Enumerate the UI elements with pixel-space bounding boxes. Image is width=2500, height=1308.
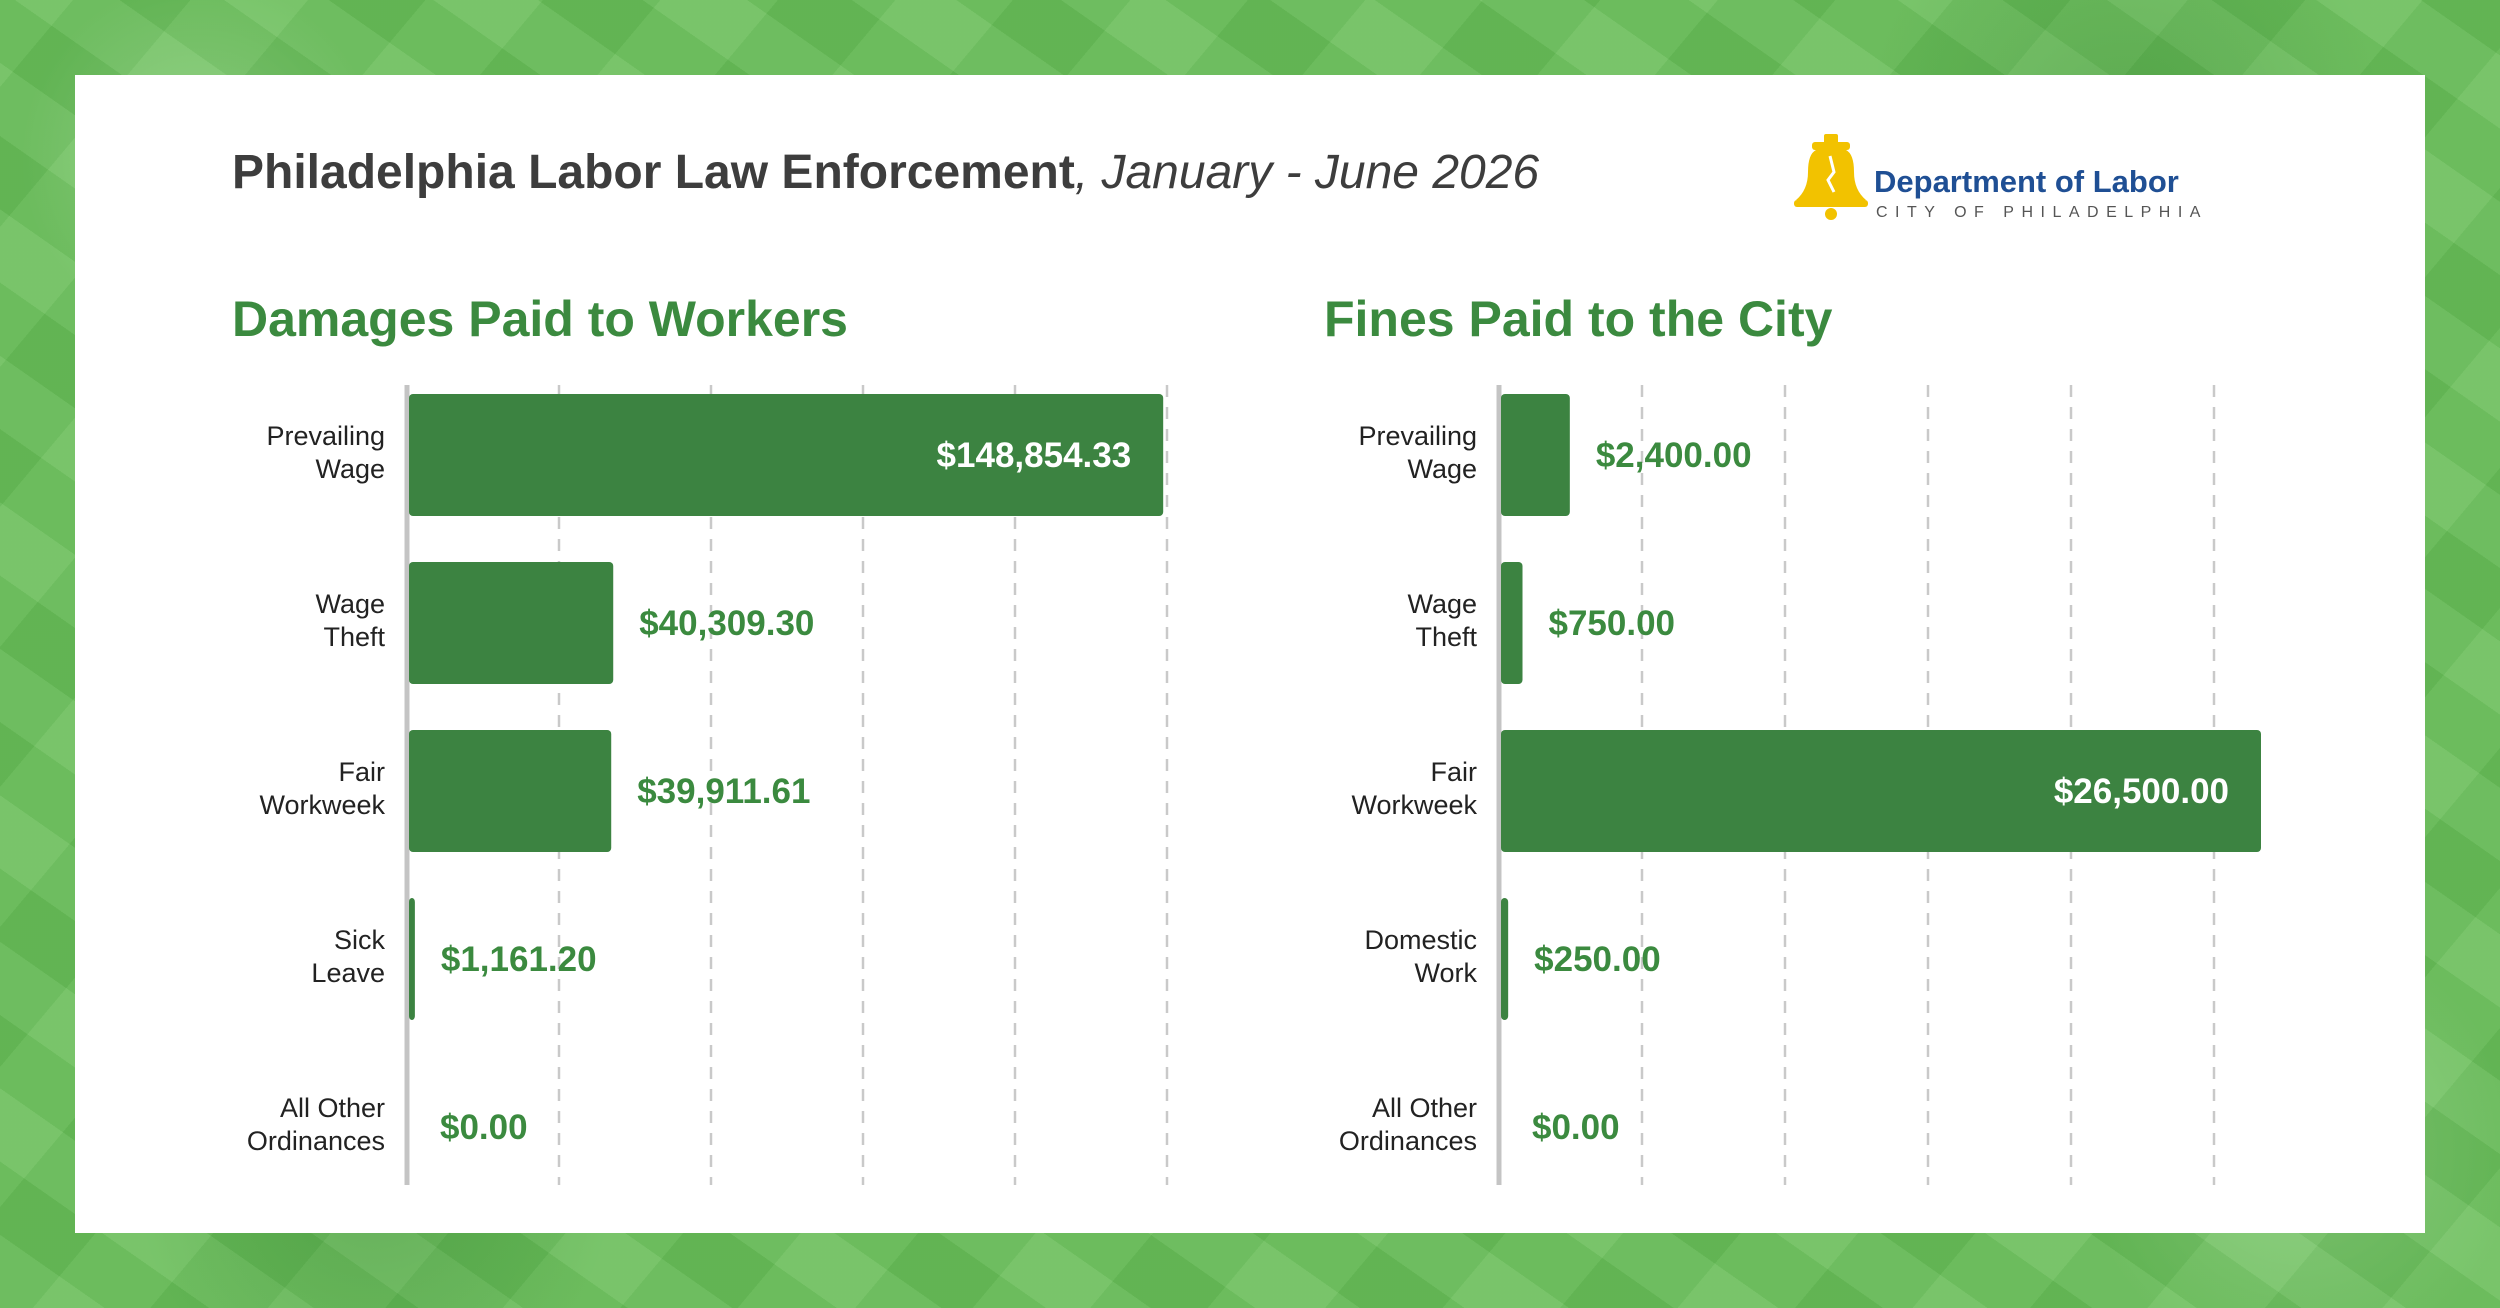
fines-category-label: Domestic Work [1364,925,1477,988]
fines-row [1358,394,1751,516]
damages-category-label: Wage Theft [315,589,385,652]
damages-value-label: $0.00 [440,1108,528,1147]
damages-row [259,730,810,852]
page-title-main: Philadelphia Labor Law Enforcement [232,146,1075,199]
damages-bar [409,898,415,1020]
damages-value-label: $148,854.33 [936,436,1132,475]
damages-value-label: $40,309.30 [639,604,815,643]
damages-panel [232,280,1292,1200]
damages-chart-title: Damages Paid to Workers [232,291,848,347]
damages-bar [409,562,613,684]
fines-panel [1324,280,2384,1200]
damages-value-label: $39,911.61 [637,772,811,811]
fines-category-label: Wage Theft [1407,589,1477,652]
fines-value-label: $0.00 [1532,1108,1620,1147]
fines-category-label: Prevailing Wage [1358,421,1477,484]
damages-value-label: $1,161.20 [440,940,597,979]
fines-chart-title: Fines Paid to the City [1324,291,1833,347]
department-city: CITY OF PHILADELPHIA [1876,204,2208,221]
liberty-bell-icon [1790,132,1870,222]
fines-value-label: $2,400.00 [1595,436,1752,475]
fines-row [1364,898,1660,1020]
damages-chart [232,280,1292,1200]
fines-value-label: $26,500.00 [2053,772,2229,811]
damages-category-label: Sick Leave [311,925,385,988]
damages-row [266,394,1163,516]
damages-category-label: Prevailing Wage [266,421,385,484]
fines-bar [1501,394,1570,516]
department-logo [1790,130,2250,230]
fines-bar [1501,898,1508,1020]
damages-row [311,898,596,1020]
damages-bar [409,730,611,852]
damages-row [315,562,814,684]
department-name: Department of Labor [1874,164,2179,199]
fines-value-label: $250.00 [1534,940,1661,979]
fines-bar [1501,562,1523,684]
damages-row [247,1093,528,1156]
page-title-period: , January - June 2026 [1074,146,1540,199]
page-title [232,145,1539,200]
fines-category-label: Fair Workweek [1351,757,1477,820]
fines-value-label: $750.00 [1548,604,1676,643]
damages-category-label: Fair Workweek [259,757,385,820]
fines-row [1339,1093,1620,1156]
fines-chart [1324,280,2384,1200]
fines-row [1407,562,1675,684]
fines-row [1351,730,2261,852]
damages-category-label: All Other Ordinances [246,1093,385,1156]
fines-category-label: All Other Ordinances [1338,1093,1477,1156]
